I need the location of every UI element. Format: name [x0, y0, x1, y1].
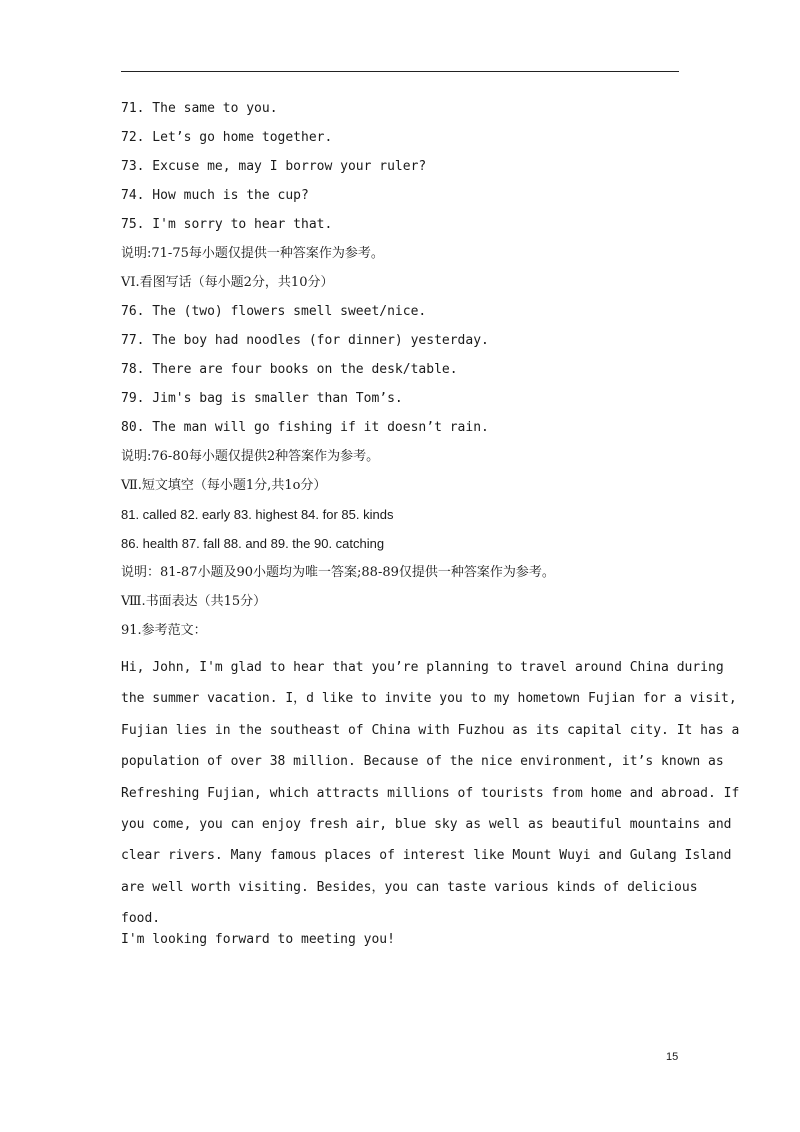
- answer-74: 74. How much is the cup?: [121, 188, 309, 203]
- essay-line: Refreshing Fujian, which attracts millions of tourists from home and abroad. If: [121, 785, 740, 801]
- header-rule: [121, 71, 679, 72]
- answer-76: 76. The (two) flowers smell sweet/nice.: [121, 304, 427, 319]
- section-6-title: VI.看图写话（每小题2分，共10分）: [121, 275, 334, 290]
- essay-line: clear rivers. Many famous places of interest like Mount Wuyi and Gulang Island: [121, 848, 732, 864]
- answers-81-85: 81. called 82. early 83. highest 84. for 85. kinds: [121, 507, 394, 522]
- essay-line: are well worth visiting. Besides，you can taste various kinds of delicious: [121, 879, 698, 895]
- essay-line: you come, you can enjoy fresh air, blue sky as well as beautiful mountains and: [121, 817, 732, 833]
- answers-86-90: 86. health 87. fall 88. and 89. the 90. catching: [121, 536, 385, 551]
- essay-line: the summer vacation. I，d like to invite you to my hometown Fujian for a visit,: [121, 691, 737, 707]
- essay-paragraph: [121, 652, 740, 935]
- section-8-title: Ⅷ.书面表达（共15分）: [121, 594, 267, 609]
- answer-71: 71. The same to you.: [121, 101, 278, 116]
- note-76-80: 说明:76-80每小题仅提供2种答案作为参考。: [121, 449, 380, 464]
- essay-line: food.: [121, 911, 161, 927]
- note-71-75: 说明:71-75每小题仅提供一种答案作为参考。: [121, 246, 384, 261]
- section-7-title: Ⅶ.短文填空（每小题1分,共1o分）: [121, 478, 327, 493]
- essay-line: Hi, John, I'm glad to hear that you’re planning to travel around China during: [121, 660, 724, 675]
- answer-80: 80. The man will go fishing if it doesn’t rain.: [121, 420, 489, 435]
- essay-closing: I'm looking forward to meeting you!: [121, 932, 395, 947]
- answer-72: 72. Let’s go home together.: [121, 130, 333, 145]
- answer-73: 73. Excuse me, may I borrow your ruler?: [121, 159, 427, 174]
- essay-line: Fujian lies in the southeast of China with Fuzhou as its capital city. It has a: [121, 722, 740, 738]
- page-number: 15: [666, 1051, 679, 1063]
- answer-78: 78. There are four books on the desk/table.: [121, 362, 458, 377]
- answer-77: 77. The boy had noodles (for dinner) yesterday.: [121, 333, 489, 348]
- answer-79: 79. Jim's bag is smaller than Tom’s.: [121, 391, 403, 406]
- essay-label: 91.参考范文：: [121, 623, 207, 638]
- answer-75: 75. I'm sorry to hear that.: [121, 217, 333, 232]
- note-81-90: 说明：81-87小题及90小题均为唯一答案;88-89仅提供一种答案作为参考。: [121, 565, 555, 580]
- essay-line: population of over 38 million. Because of the nice environment, it’s known as: [121, 754, 724, 770]
